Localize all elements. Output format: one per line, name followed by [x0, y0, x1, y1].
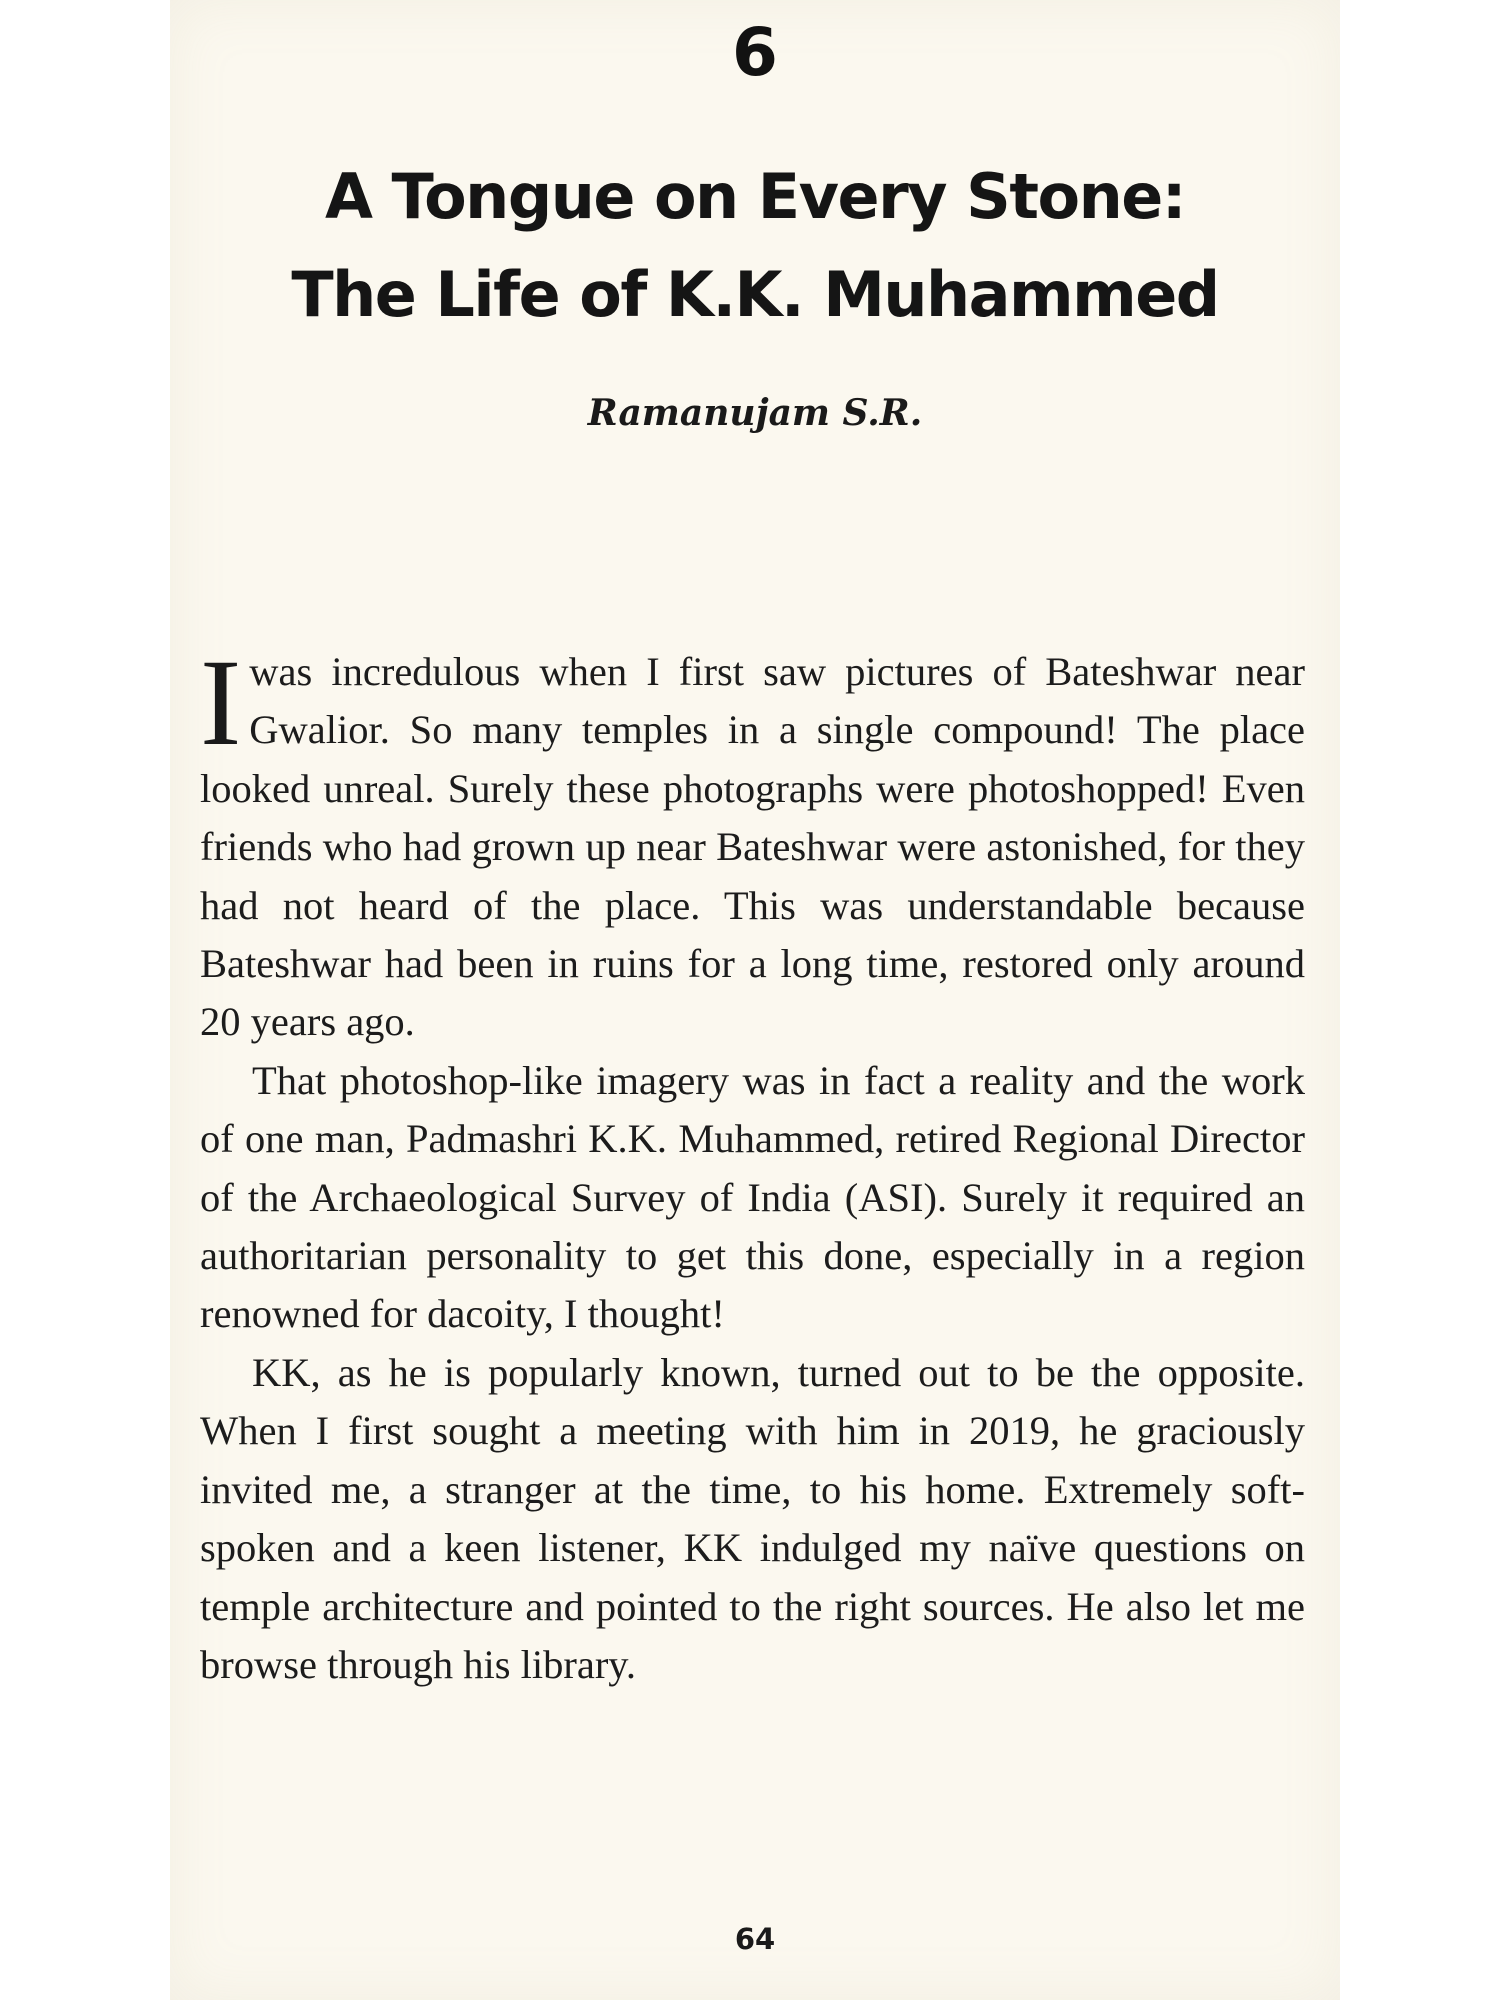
chapter-title-line-2: The Life of K.K. Muhammed — [291, 258, 1219, 331]
book-page — [170, 0, 1340, 2000]
paragraph-3: KK, as he is popularly known, turned out to be the opposite. When I first sought a meeting with him in 2019, he graciously invited me, a stranger at the time, to his home. Extremely soft-spoken and a keen listener, KK indulged my naïve questions on temple architecture and pointed to the right sources. He also let me browse through his library. — [200, 1349, 1305, 1687]
chapter-number: 6 — [732, 14, 778, 91]
page-number: 64 — [734, 1922, 776, 1956]
paragraph-1 — [200, 634, 1305, 1052]
author-name: Ramanujam S.R. — [587, 392, 923, 434]
paragraph-1-text: was incredulous when I first saw pictures of Bateshwar near Gwalior. So many temples in a single compound! The place looked unreal. Surely these photographs were photoshopped! Even friends who had grown up near Bateshwar were astonished, for they had not heard of the place. This was understandable because Bateshwar had been in ruins for a long time, restored only around 20 years ago. — [200, 649, 1305, 1045]
chapter-title — [170, 148, 1340, 344]
body-text — [200, 634, 1305, 1694]
drop-cap: I — [200, 634, 242, 771]
paragraph-2: That photoshop-like imagery was in fact a reality and the work of one man, Padmashri K.K. Muhammed, retired Regional Director of the Archaeological Survey of India (ASI). Surely it required an authoritarian personality to get this done, especially in a region renowned for dacoity, I thought! — [200, 1057, 1305, 1337]
chapter-title-line-1: A Tongue on Every Stone: — [324, 160, 1186, 233]
